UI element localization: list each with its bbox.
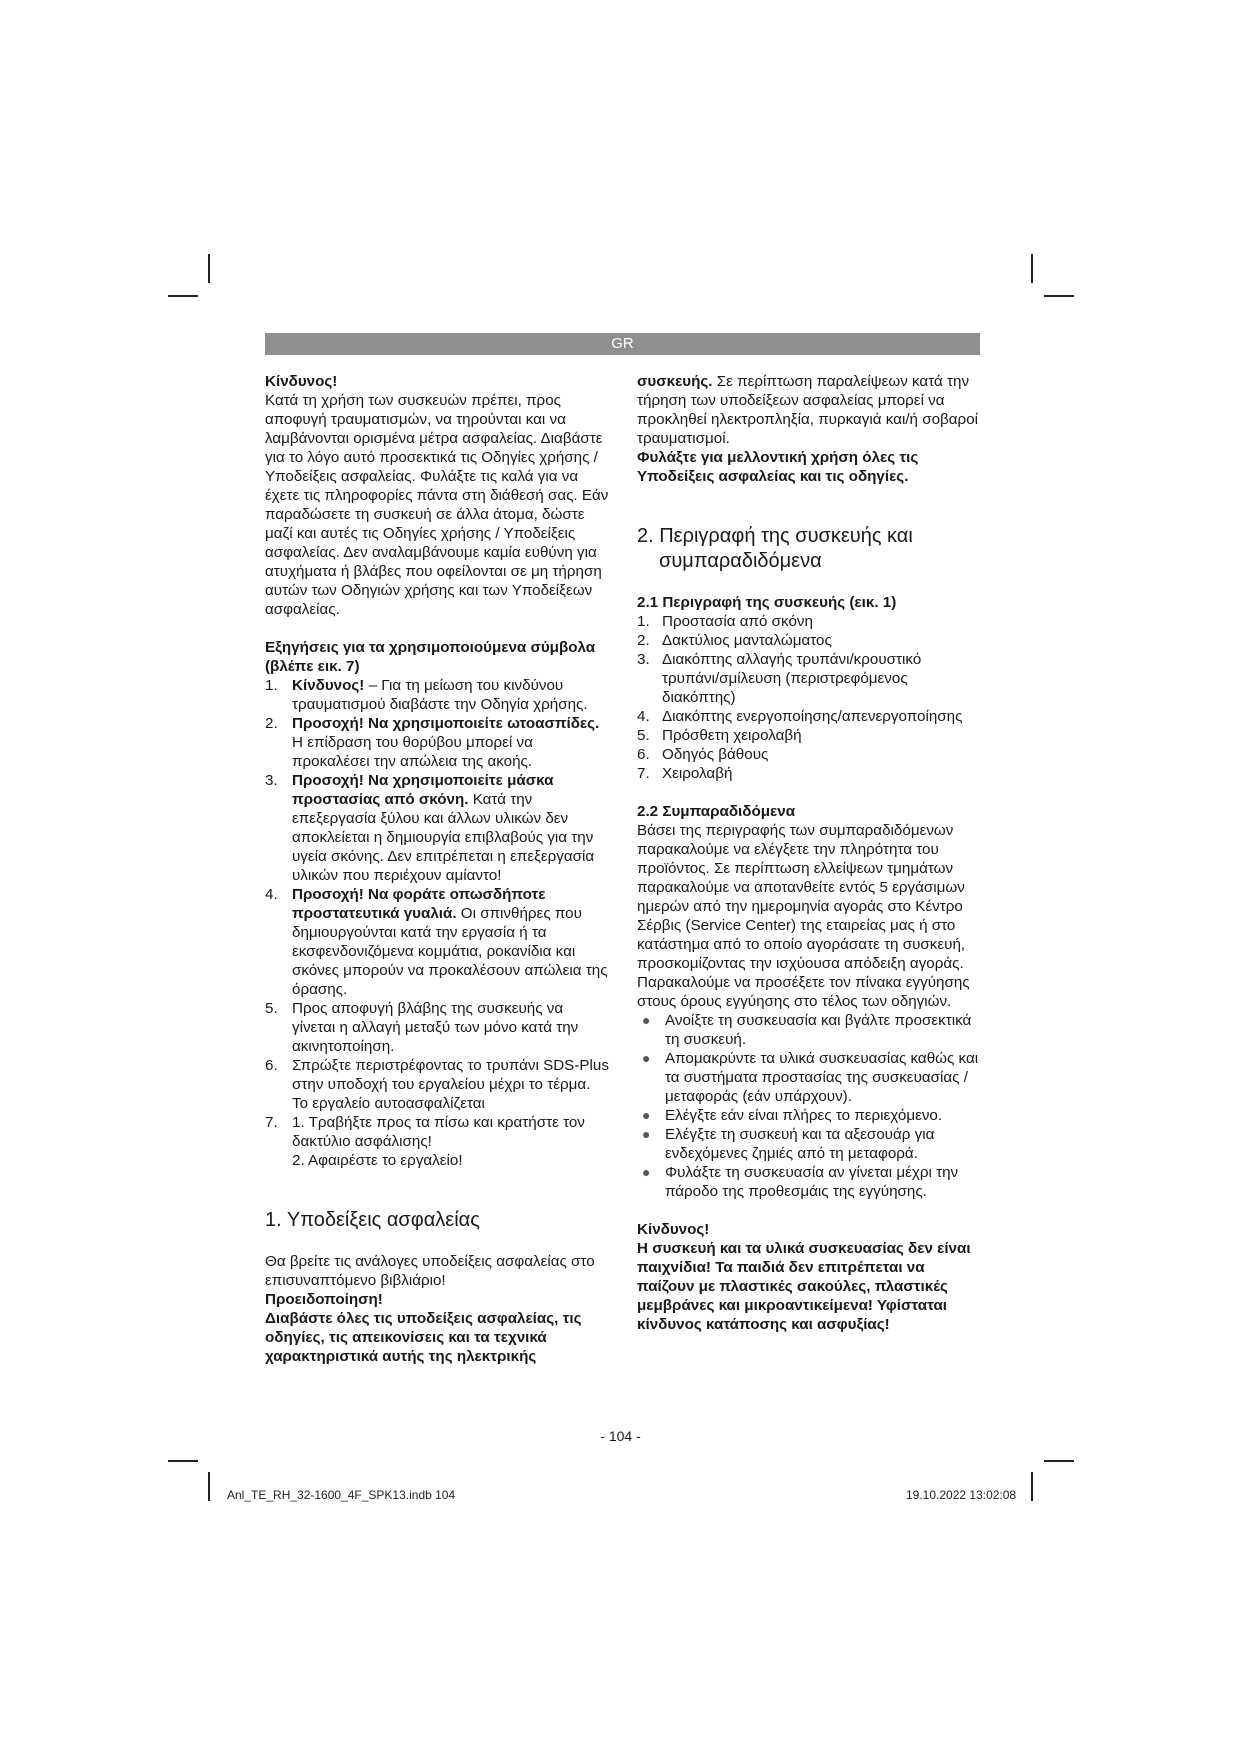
list-item: ● Ανοίξτε τη συσκευασία και βγάλτε προσεκτικά τη συσκευή.	[642, 1012, 972, 1048]
list-item: 5. Πρόσθετη χειρολαβή	[637, 727, 802, 744]
symbols-list	[265, 676, 610, 1170]
language-code: GR	[611, 335, 634, 352]
crop-mark	[168, 295, 198, 297]
list-item: ● Απομακρύντε τα υλικά συσκευασίας καθώς και τα συστήματα προστασίας της συσκευασίας / μεταφοράς (εάν υπάρχουν).	[642, 1050, 979, 1105]
footer-timestamp: 19.10.2022 13:02:08	[906, 1488, 1017, 1502]
list-item: ● Ελέγξτε τη συσκευή και τα αξεσουάρ για ενδεχόμενες ζημιές από τη μεταφορά.	[642, 1126, 935, 1162]
crop-mark	[1044, 295, 1074, 297]
section-2-title: 2. Περιγραφή της συσκευής και συμπαραδιδόμενα	[637, 525, 913, 572]
list-item: 6. Οδηγός βάθους	[637, 746, 769, 763]
list-item: 2. Προσοχή! Να χρησιμοποιείτε ωτοασπίδες. Η επίδραση του θορύβου μπορεί να προκαλέσει την απώλεια της ακοής.	[265, 715, 600, 770]
list-item: ● Φυλάξτε τη συσκευασία αν γίνεται μέχρι την πάροδο της προθεσμάις της εγγύησης.	[642, 1164, 959, 1200]
list-item: 1. Κίνδυνος! – Για τη μείωση του κινδύνου τραυματισμού διαβάστε την Οδηγία χρήσης.	[265, 677, 588, 713]
list-item: 3. Διακόπτης αλλαγής τρυπάνι/κρουστικό τρυπάνι/σμίλευση (περιστρεφόμενος διακόπτης)	[637, 651, 922, 706]
list-item: ● Ελέγξτε εάν είναι πλήρες το περιεχόμενο.	[642, 1107, 943, 1124]
danger2-text: Η συσκευή και τα υλικά συσκευασίας δεν είναι παιχνίδια! Τα παιδιά δεν επιτρέπεται να παίζουν με πλαστικές σακούλες, πλαστικές μεμβράνες και μικροαντικείμενα! Υφίσταται κίνδυνος κατάποσης και ασφυξίας!	[637, 1240, 971, 1333]
warning-text: Διαβάστε όλες τις υποδείξεις ασφαλείας, τις οδηγίες, τις απεικονίσεις και τα τεχνικά χαρακτηριστικά αυτής της ηλεκτρικής	[265, 1310, 582, 1365]
subsection-2-2-text: Βάσει της περιγραφής των συμπαραδιδόμενων παρακαλούμε να ελέγξετε την πληρότητα του προϊόντος. Σε περίπτωση ελλείψεων τμημάτων παρακαλούμε να αποτανθείτε εντός 5 εργάσιμων ημερών από την ημερομηνία αγοράς στο Κέντρο Σέρβις (Service Center) της εταιρείας μας ή στο κατάστημα από το οποίο αγοράσατε τη συσκευή, προσκομίζοντας την ισχύουσα απόδειξη αγοράς. Παρακαλούμε να προσέξετε τον πίνακα εγγύησης στους όρους εγγύησης στο τέλος των οδηγιών.	[637, 822, 970, 1010]
list-item: 2. Δακτύλιος μανταλώματος	[637, 632, 832, 649]
page-number: - 104 -	[600, 1428, 641, 1444]
list-item: 6. Σπρώξτε περιστρέφοντας το τρυπάνι SDS-Plus στην υποδοχή του εργαλείου μέχρι το τέρμα. Το εργαλείο αυτοασφαλίζεται	[265, 1057, 609, 1112]
list-item: 4. Προσοχή! Να φοράτε οπωσδήποτε προστατευτικά γυαλιά. Οι σπινθήρες που δημιουργούνται κατά την εργασία ή τα εκσφενδονιζόμενα κομμάτια, ροκανίδια και σκόνες μπορούν να προκαλέσουν απώλεια της όρασης.	[265, 886, 608, 998]
crop-mark	[1031, 1472, 1033, 1501]
section-1-text: Θα βρείτε τις ανάλογες υποδείξεις ασφαλείας στο επισυναπτόμενο βιβλιάριο!	[265, 1253, 595, 1289]
bullet-icon: ●	[642, 1012, 651, 1028]
list-item: 7. 1. Τραβήξτε προς τα πίσω και κρατήστε τον δακτύλιο ασφάλισης! 2. Αφαιρέστε το εργαλείο!	[265, 1114, 585, 1169]
footer-file: Anl_TE_RH_32-1600_4F_SPK13.indb 104	[227, 1488, 456, 1502]
bullet-icon: ●	[642, 1050, 651, 1066]
bullet-icon: ●	[642, 1126, 651, 1142]
danger-title: Κίνδυνος!	[265, 373, 338, 390]
crop-mark	[168, 1460, 198, 1462]
right-column	[637, 372, 982, 1334]
language-header-bar	[265, 333, 980, 355]
list-item: 3. Προσοχή! Να χρησιμοποιείτε μάσκα προστασίας από σκόνη. Κατά την επεξεργασία ξύλου και άλλων υλικών δεν αποκλείεται η δημιουργία επιβλαβούς για την υγεία σκόνης. Δεν επιτρέπεται η επεξεργασία υλικών που περιέχουν αμίαντο!	[265, 772, 595, 884]
continued-text: συσκευής. Σε περίπτωση παραλείψεων κατά την τήρηση των υποδείξεων ασφαλείας μπορεί να προκληθεί ηλεκτροπληξία, πυρκαγιά και/ή σοβαροί τραυματισμοί.	[637, 373, 979, 447]
crop-mark	[1044, 1460, 1074, 1462]
crop-mark	[1031, 254, 1033, 283]
danger-text: Κατά τη χρήση των συσκευών πρέπει, προς αποφυγή τραυματισμών, να τηρούνται και να λαμβάνονται ορισμένα μέτρα ασφαλείας. Διαβάστε για το λόγο αυτό προσεκτικά τις Οδηγίες χρήσης / Υποδείξεις ασφαλείας. Φυλάξτε τις καλά για να έχετε τις πληροφορίες πάντα στη διάθεσή σας. Εάν παραδώσετε τη συσκευή σε άλλα άτομα, δώστε μαζί και αυτές τις Οδηγίες χρήσης / Υποδείξεις ασφαλείας. Δεν αναλαμβάνουμε καμία ευθύνη για ατυχήματα ή βλάβες που οφείλονται σε μη τήρηση αυτών των Οδηγιών χρήσης και των Υποδείξεων ασφαλείας.	[265, 392, 609, 618]
crop-mark	[208, 1472, 210, 1501]
bullet-icon: ●	[642, 1164, 651, 1180]
crop-mark	[208, 254, 210, 283]
section-1-title: 1. Υποδείξεις ασφαλείας	[265, 1209, 480, 1231]
danger2-title: Κίνδυνος!	[637, 1221, 710, 1238]
list-item: 5. Προς αποφυγή βλάβης της συσκευής να γίνεται η αλλαγή μεταξύ των μόνο κατά την ακινητοποίηση.	[265, 1000, 579, 1055]
subsection-2-2-title: 2.2 Συμπαραδιδόμενα	[637, 803, 796, 820]
bullet-icon: ●	[642, 1107, 651, 1123]
parts-list	[637, 612, 982, 783]
list-item: 4. Διακόπτης ενεργοποίησης/απενεργοποίησης	[637, 708, 963, 725]
unpacking-bullets	[637, 1011, 982, 1201]
warning-title: Προειδοποίηση!	[265, 1291, 383, 1308]
list-item: 1. Προστασία από σκόνη	[637, 613, 813, 630]
list-item: 7. Χειρολαβή	[637, 765, 733, 782]
keep-instructions-text: Φυλάξτε για μελλοντική χρήση όλες τις Υποδείξεις ασφαλείας και τις οδηγίες.	[637, 449, 919, 485]
left-column	[265, 372, 610, 1366]
symbols-title: Εξηγήσεις για τα χρησιμοποιούμενα σύμβολα (βλέπε εικ. 7)	[265, 639, 596, 675]
subsection-2-1-title: 2.1 Περιγραφή της συσκευής (εικ. 1)	[637, 594, 897, 611]
